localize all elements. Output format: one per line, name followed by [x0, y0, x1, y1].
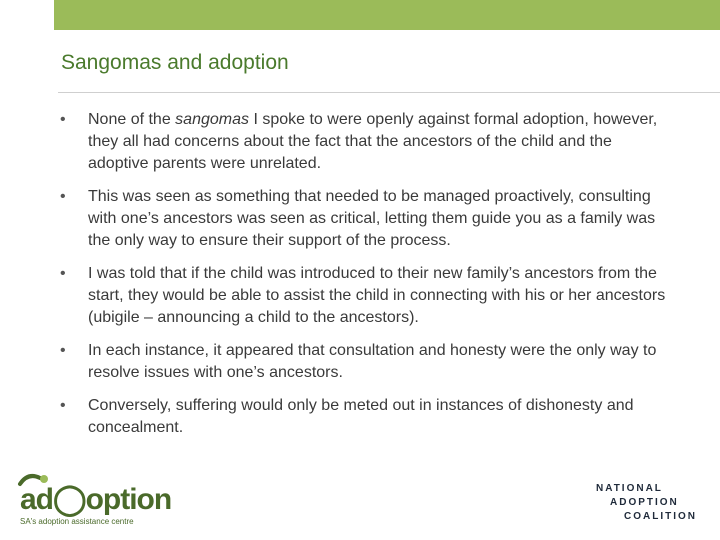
list-item	[60, 263, 670, 329]
list-item	[60, 109, 670, 175]
slide-title: Sangomas and adoption	[61, 51, 289, 74]
bullet-text: Conversely, suffering would only be meted out in instances of dishonesty and concealment.	[88, 397, 634, 436]
bullet-list	[60, 109, 670, 450]
bullet-text: I was told that if the child was introduced to their new family’s ancestors from the start, they would be able to assist the child in connecting with his or her ancestors (ubigile – announcing a child to the ancestors).	[88, 265, 666, 326]
bullet-text: This was seen as something that needed to be managed proactively, consulting with one’s ancestors was seen as critical, letting them guide you as a family was the only way to ensure their support of the process.	[88, 188, 656, 249]
bullet-text: In each instance, it appeared that consultation and honesty were the only way to resolve issues with one’s ancestors.	[88, 342, 657, 381]
bullet-dot: •	[60, 397, 66, 414]
bullet-text-end: I spoke to were openly against formal adoption, however, they all had concerns about the fact that the ancestors of the child and the adoptive parents were unrelated.	[88, 111, 658, 172]
title-divider	[58, 92, 720, 93]
list-item	[60, 340, 670, 384]
header-accent-bar	[54, 0, 720, 30]
national-adoption-coalition-logo	[596, 482, 706, 526]
coalition-logo-line-1: NATIONAL	[596, 483, 663, 494]
bullet-emphasis: sangomas	[175, 111, 249, 128]
bullet-dot: •	[60, 265, 66, 282]
adoption-logo	[14, 470, 172, 532]
list-item	[60, 186, 670, 252]
adoption-logo-tagline: SA's adoption assistance centre	[20, 517, 134, 526]
coalition-logo-line-3: COALITION	[624, 511, 697, 522]
bullet-dot: •	[60, 342, 66, 359]
list-item	[60, 395, 670, 439]
bullet-text-start: None of the	[88, 111, 176, 128]
bullet-dot: •	[60, 111, 66, 128]
adoption-logo-word: ad◯option	[20, 483, 172, 516]
coalition-logo-line-2: ADOPTION	[610, 497, 679, 508]
bullet-dot: •	[60, 188, 66, 205]
